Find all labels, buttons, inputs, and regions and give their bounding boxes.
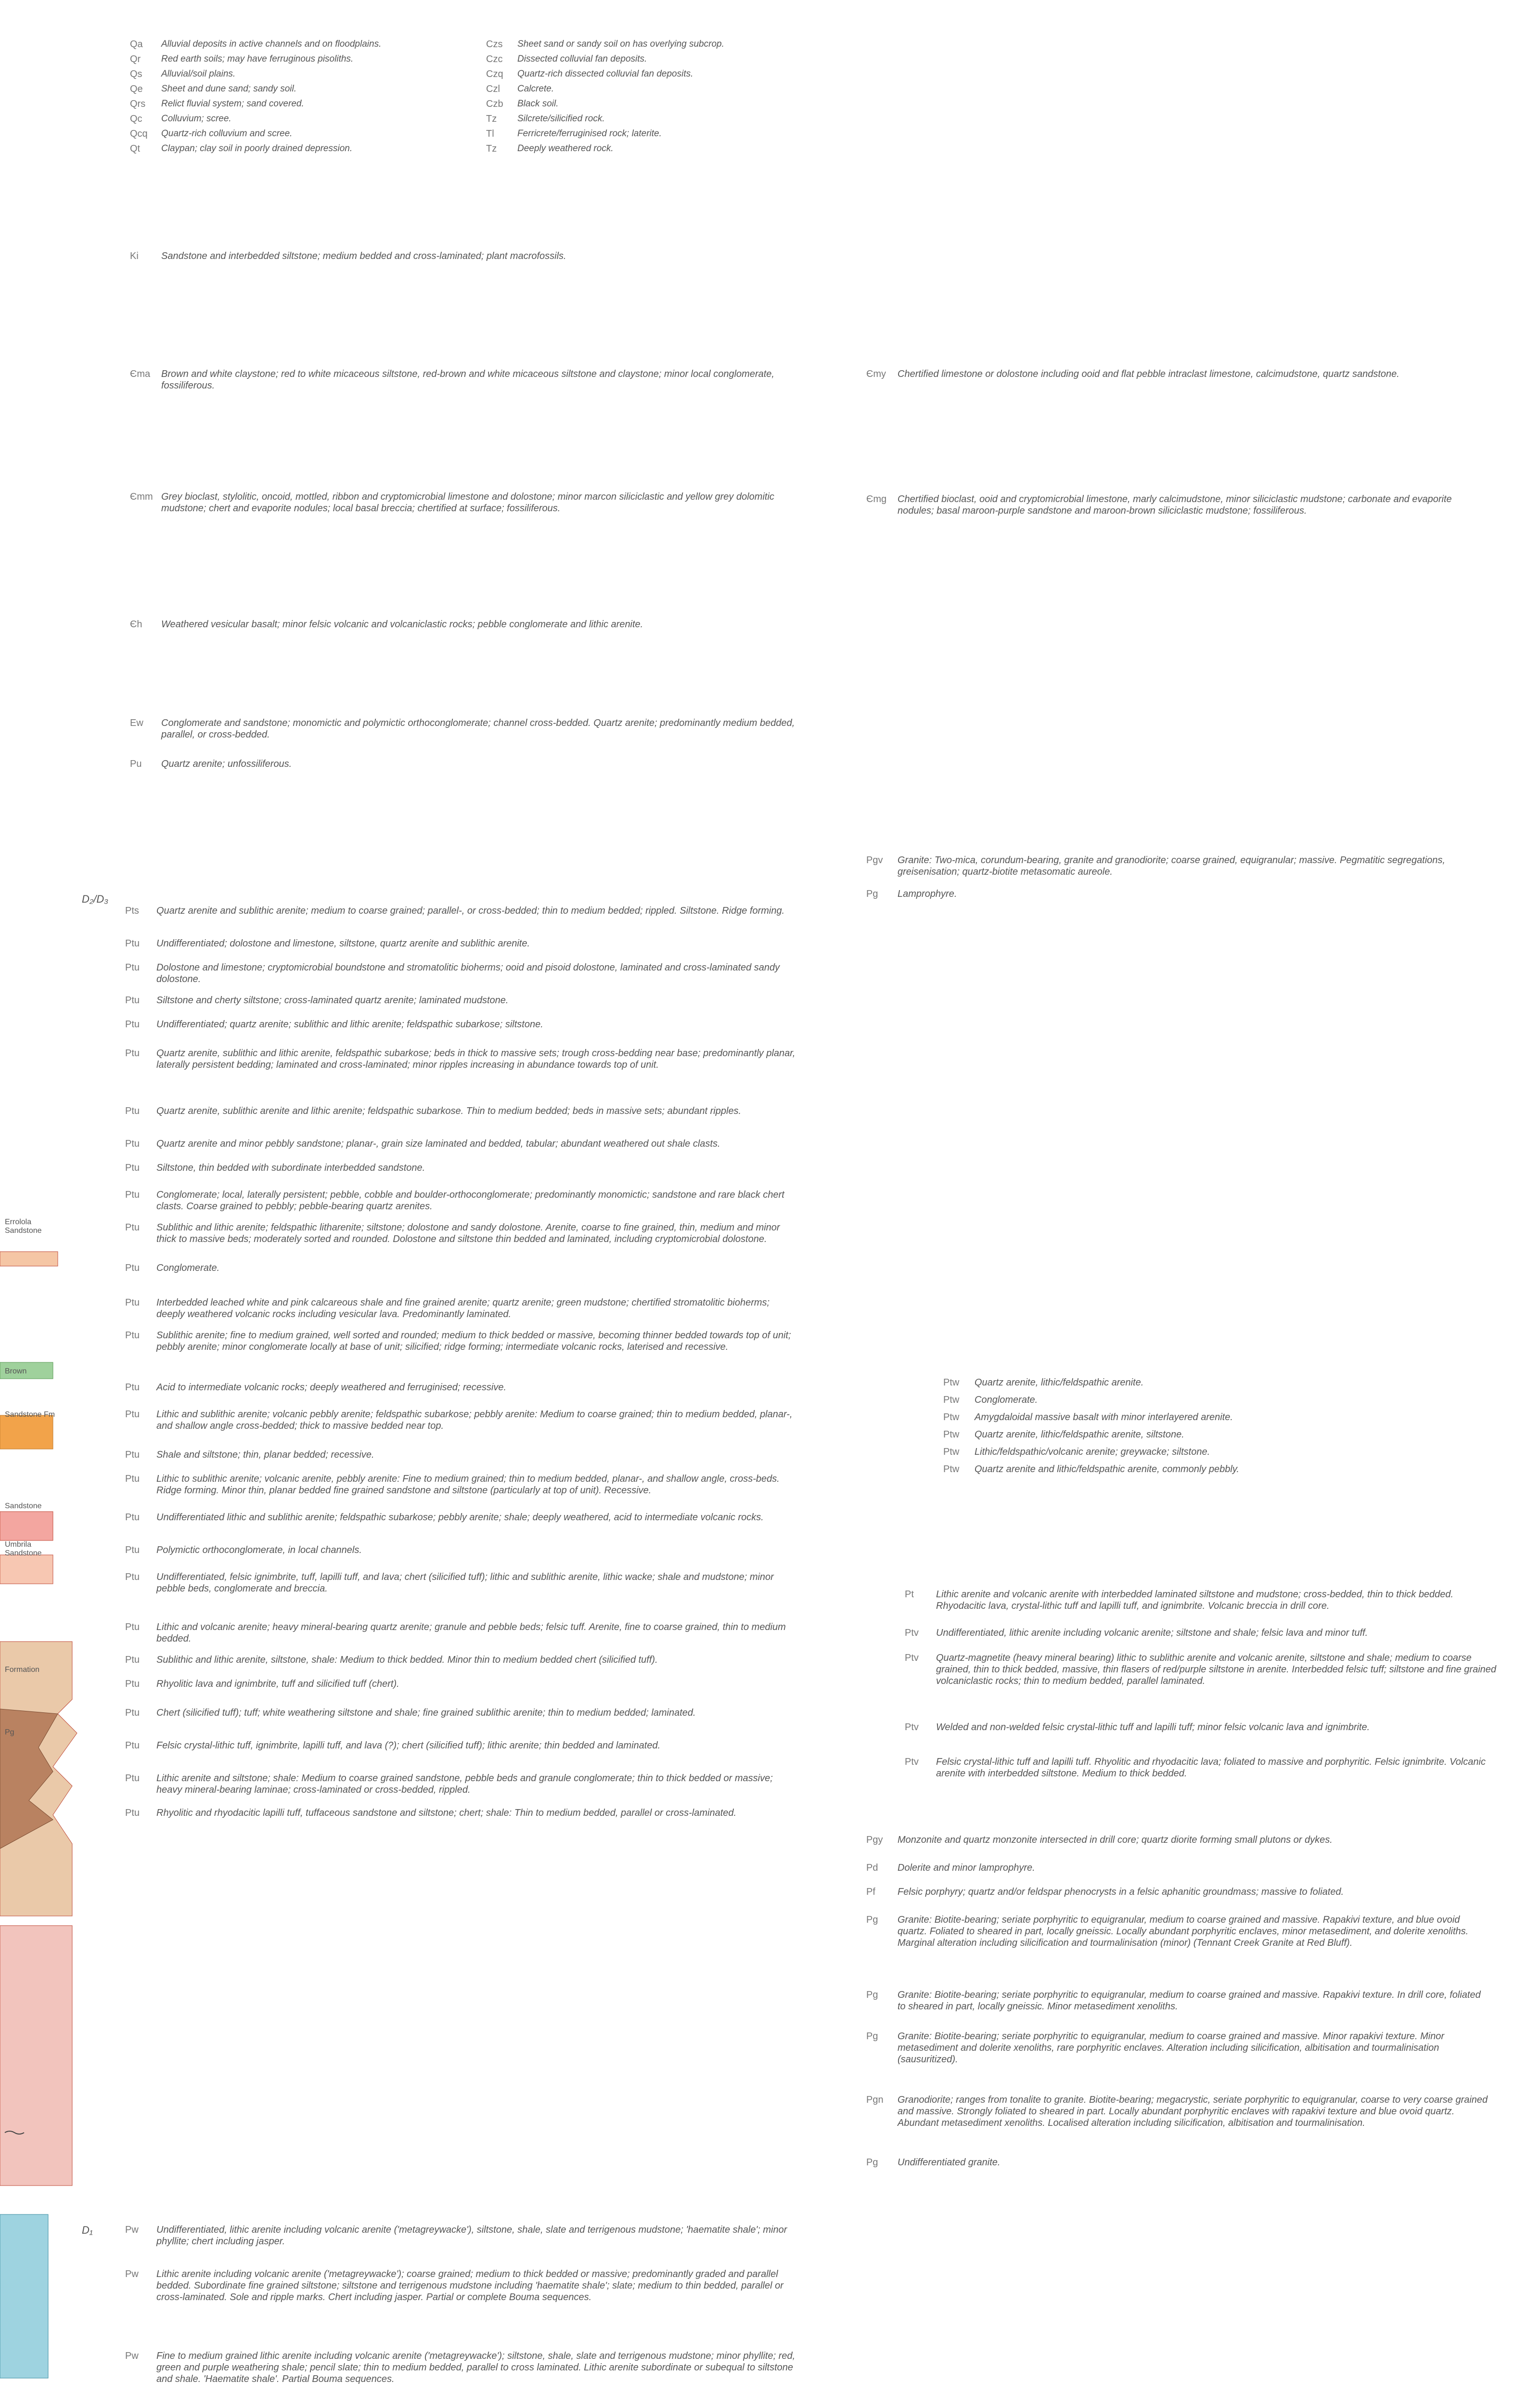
unit-code: Czq [486, 69, 503, 79]
quaternary-right [486, 39, 823, 183]
unit-code: Ptw [943, 1447, 960, 1457]
unit-code: Pg [866, 1915, 878, 1925]
unit-code: Ptu [125, 1474, 140, 1484]
unit-code: Ew [130, 718, 143, 728]
unit-description: Monzonite and quartz monzonite intersected in drill core; quartz diorite forming small plutons or dykes. [898, 1835, 1333, 1845]
unit-code: Pg [866, 2157, 878, 2168]
unit-code: Ptu [125, 962, 140, 973]
unit-code: Ptv [905, 1628, 919, 1638]
strip-labels [0, 1208, 87, 1736]
unit-code: Ptv [905, 1653, 919, 1663]
unit-code: Ptu [125, 1222, 140, 1233]
unit-code: Єh [130, 619, 142, 630]
unit-description: Granite: Two-mica, corundum-bearing, granite and granodiorite; coarse grained, equigranular; massive. Pegmatitic segregations, greisenisation; quartz-biotite metasomatic aureole. [898, 855, 1445, 877]
proterozoic-units [125, 905, 919, 1993]
unit-description: Sheet and dune sand; sandy soil. [161, 84, 296, 94]
unit-description: Felsic crystal-lithic tuff and lapilli tuff. Rhyolitic and rhyodacitic lava; foliated to massive and porphyritic. Felsic ignimbrite. Volcanic arenite with interbedded siltstone. Medium to thick bedded. [936, 1757, 1486, 1779]
unit-code: Tz [486, 114, 497, 124]
unit-description: Ferricrete/ferruginised rock; laterite. [517, 129, 662, 139]
unit-description: Undifferentiated; quartz arenite; sublithic and lithic arenite; feldspathic subarkose; siltstone. [156, 1019, 543, 1030]
unit-description: Lithic arenite including volcanic arenite ('metagreywacke'); coarse grained; medium to thick bedded or massive; predominantly graded and parallel bedded. Subordinate fine grained siltstone; siltstone and terrigenous mudstone including 'haematite shale'; slate; medium to thin bedded, parallel or cross-laminated. Sole and ripple marks. Chert including jasper. Partial or complete Bouma sequences. [156, 2269, 783, 2303]
unit-code: Ptv [905, 1722, 919, 1733]
unit-description: Chertified limestone or dolostone including ooid and flat pebble intraclast limestone, calcimudstone, quartz sandstone. [898, 369, 1399, 379]
unit-code: Pg [866, 1990, 878, 2000]
unit-code: Ptu [125, 1572, 140, 1582]
unit-code: Ptu [125, 1297, 140, 1308]
unit-description: Claypan; clay soil in poorly drained depression. [161, 143, 353, 154]
unit-description: Granodiorite; ranges from tonalite to granite. Biotite-bearing; megacrystic, seriate porphyritic to equigranular, coarse to very coarse grained and massive. Strongly foliated to sheared in part. Locally abundant porphyritic enclaves with rapakivi texture and blue ovoid quartz. Abundant metasediment xenoliths. Localised alteration including silicification, albitisation and tourmalinisation. [898, 2095, 1488, 2128]
unit-description: Lithic arenite and siltstone; shale: Medium to coarse grained sandstone, pebble beds and granule conglomerate; thin to thick bedded or massive; heavy mineral-bearing laminae; cross-laminated or cross-bedded, rippled. [156, 1773, 773, 1795]
unit-code: Ptu [125, 938, 140, 949]
unit-description: Undifferentiated; dolostone and limestone, siltstone, quartz arenite and sublithic arenite. [156, 938, 530, 949]
unit-description: Quartz arenite and lithic/feldspathic arenite, commonly pebbly. [975, 1464, 1239, 1475]
unit-code: Tl [486, 129, 494, 139]
unit-code: Ptv [905, 1757, 919, 1767]
unit-description: Lithic and sublithic arenite; volcanic pebbly arenite; feldspathic subarkose; pebbly arenite: Medium to coarse grained; thin to medium bedded, planar-, and shallow angle cross-bedded; thick to massive bedded near top. [156, 1409, 793, 1431]
unit-code: Єmy [866, 369, 886, 379]
unit-description: Rhyolitic lava and ignimbrite, tuff and silicified tuff (chert). [156, 1679, 399, 1689]
unit-description: Conglomerate and sandstone; monomictic and polymictic orthoconglomerate; channel cross-bedded. Quartz arenite; predominantly medium bedded, parallel, or cross-bedded. [161, 718, 795, 740]
unit-code: Ki [130, 251, 139, 261]
unit-description: Acid to intermediate volcanic rocks; deeply weathered and ferruginised; recessive. [156, 1382, 507, 1393]
unit-description: Quartz arenite, sublithic arenite and lithic arenite; feldspathic subarkose. Thin to medium bedded; beds in massive sets; abundant ripples. [156, 1106, 742, 1116]
unit-code: Ptw [943, 1412, 960, 1423]
unit-description: Quartz-rich dissected colluvial fan deposits. [517, 69, 693, 79]
unit-code: Ptw [943, 1429, 960, 1440]
unit-description: Undifferentiated, lithic arenite including volcanic arenite; siltstone and shale; felsic lava and minor tuff. [936, 1628, 1368, 1638]
unit-description: Relict fluvial system; sand covered. [161, 99, 304, 109]
unit-description: Grey bioclast, stylolitic, oncoid, mottled, ribbon and cryptomicrobial limestone and dolostone; minor marcon siliciclastic and yellow grey dolomitic mudstone; chert and evaporite nodules; local basal breccia; chertified at surface; fossiliferous. [161, 492, 774, 514]
unit-code: Ptu [125, 1708, 140, 1718]
unit-code: Pg [866, 2031, 878, 2042]
unit-code: Ptu [125, 1382, 140, 1393]
unit-description: Granite: Biotite-bearing; seriate porphyritic to equigranular, medium to coarse grained and massive. Rapakivi texture. In drill core, foliated to sheared in part, locally gneissic. Minor metasediment xenoliths. [898, 1990, 1481, 2012]
unit-code: Pgy [866, 1835, 883, 1845]
unit-code: Ptw [943, 1464, 960, 1475]
unit-description: Undifferentiated granite. [898, 2157, 1001, 2168]
strip-label: Umbrila Sandstone [5, 1540, 42, 1557]
unit-description: Alluvial deposits in active channels and on floodplains. [161, 39, 382, 49]
unit-code: Єmg [866, 494, 887, 505]
unit-code: Ptu [125, 1808, 140, 1818]
unit-description: Silcrete/silicified rock. [517, 114, 605, 124]
unit-description: Conglomerate; local, laterally persistent; pebble, cobble and boulder-orthoconglomerate; predominantly monomictic; sandstone and rare black chert clasts. Coarse grained to pebbly; pebble-bearing quartz arenites. [156, 1190, 784, 1212]
unit-code: Ptu [125, 1163, 140, 1173]
unit-code: Qs [130, 69, 142, 79]
unit-code: Tz [486, 143, 497, 154]
unit-code: Ptu [125, 1106, 140, 1116]
unit-code: Ptu [125, 1139, 140, 1149]
unit-code: Ptu [125, 1330, 140, 1341]
unit-description: Chertified bioclast, ooid and cryptomicrobial limestone, marly calcimudstone, minor siliciclastic mudstone; carbonate and evaporite nodules; basal maroon-purple sandstone and maroon-brown siliciclastic mudstone; fossiliferous. [898, 494, 1452, 516]
unit-code: Ptw [943, 1395, 960, 1405]
strip-label: Pg [5, 1728, 14, 1736]
quaternary-left [130, 39, 476, 183]
unit-description: Conglomerate. [975, 1395, 1038, 1405]
unit-description: Polymictic orthoconglomerate, in local channels. [156, 1545, 362, 1555]
unit-description: Sandstone and interbedded siltstone; medium bedded and cross-laminated; plant macrofossils. [161, 251, 566, 261]
unit-description: Alluvial/soil plains. [161, 69, 236, 79]
unit-code: Pt [905, 1589, 914, 1600]
unit-code: Qa [130, 39, 143, 50]
unit-code: Pw [125, 2351, 139, 2361]
unit-code: Ptu [125, 1048, 140, 1059]
unit-description: Quartz arenite, lithic/feldspathic arenite, siltstone. [975, 1429, 1184, 1440]
unit-description: Quartz arenite, sublithic and lithic arenite, feldspathic subarkose; beds in thick to massive sets; trough cross-bedding near base; predominantly planar, laterally persistent bedding; laminated and cross-laminated; minor ripples increasing in abundance towards top of unit. [156, 1048, 796, 1070]
volcanic-right [943, 1377, 1521, 1502]
unit-code: Czc [486, 54, 503, 65]
unit-description: Lithic/feldspathic/volcanic arenite; greywacke; siltstone. [975, 1447, 1210, 1457]
unit-description: Quartz-rich colluvium and scree. [161, 129, 293, 139]
unit-code: Ptu [125, 1019, 140, 1030]
unit-description: Granite: Biotite-bearing; seriate porphyritic to equigranular, medium to coarse grained and massive. Rapakivi texture, and blue ovoid quartz. Foliated to sheared in part, locally gneissic. Locally abundant porphyritic enclaves, minor metasediment, and dolerite xenoliths. Marginal alteration including silicification and tourmalinisation (minor) (Tennant Creek Granite at Red Bluff). [898, 1915, 1469, 1948]
unit-description: Rhyolitic and rhyodacitic lapilli tuff, tuffaceous sandstone and siltstone; chert; shale: Thin to medium bedded, parallel or cross-laminated. [156, 1808, 737, 1818]
unit-code: Czl [486, 84, 500, 94]
unit-code: Pts [125, 906, 139, 916]
unit-code: Єma [130, 369, 151, 379]
unit-description: Welded and non-welded felsic crystal-lithic tuff and lapilli tuff; minor felsic volcanic lava and ignimbrite. [936, 1722, 1370, 1733]
unit-description: Colluvium; scree. [161, 114, 231, 124]
unit-code: Ptu [125, 1449, 140, 1460]
unit-description: Deeply weathered rock. [517, 143, 614, 154]
unit-description: Dolerite and minor lamprophyre. [898, 1863, 1035, 1873]
unit-code: Pw [125, 2269, 139, 2279]
unit-description: Sheet sand or sandy soil on has overlying subcrop. [517, 39, 724, 49]
unit-description: Lithic to sublithic arenite; volcanic arenite, pebbly arenite: Fine to medium grained; thin to medium bedded, planar-, and shallow angle, cross-beds. Ridge forming. Minor thin, planar bedded fine grained sandstone and siltstone (particularly at top of unit). Recessive. [156, 1474, 780, 1496]
unit-code: Ptu [125, 1512, 140, 1523]
unit-description: Sublithic and lithic arenite, siltstone, shale: Medium to thick bedded. Minor thin to medium bedded chert (silicified tuff). [156, 1655, 658, 1665]
intrusives [866, 1834, 1516, 2219]
unit-code: Pgn [866, 2095, 884, 2105]
unit-code: Ptu [125, 1655, 140, 1665]
strip-label: Sandstone Fm [5, 1411, 55, 1419]
unit-description: Quartz arenite; unfossiliferous. [161, 759, 292, 769]
unit-code: Ptu [125, 1409, 140, 1420]
unit-description: Granite: Biotite-bearing; seriate porphyritic to equigranular, medium to coarse grained and massive. Minor rapakivi texture. Minor metasediment and dolerite xenoliths, rare porphyritic enclaves. Alteration including silicification, albitisation and tourmalinisation (sausuritized). [898, 2031, 1445, 2065]
unit-code: Ptu [125, 1622, 140, 1632]
units-right-top [866, 368, 1516, 542]
unit-code: Ptu [125, 1190, 140, 1200]
column-label-d1: D₁ [82, 2224, 93, 2236]
unit-description: Black soil. [517, 99, 559, 109]
unit-description: Shale and siltstone; thin, planar bedded; recessive. [156, 1449, 374, 1460]
unit-description: Lamprophyre. [898, 889, 957, 899]
unit-description: Lithic and volcanic arenite; heavy mineral-bearing quartz arenite; granule and pebble beds; felsic tuff. Arenite, fine to coarse grained, thin to medium bedded. [156, 1622, 786, 1644]
unit-description: Felsic porphyry; quartz and/or feldspar phenocrysts in a felsic aphanitic groundmass; massive to foliated. [898, 1887, 1344, 1897]
unit-code: Ptw [943, 1377, 960, 1388]
unit-description: Undifferentiated lithic and sublithic arenite; feldspathic subarkose; pebbly arenite; shale; deeply weathered, acid to intermediate volcanic rocks. [156, 1512, 764, 1523]
unit-description: Sublithic and lithic arenite; feldspathic litharenite; siltstone; dolostone and sandy dolostone. Arenite, coarse to fine grained, thin, medium and minor thick to massive beds; moderately sorted and rounded. Dolostone and siltstone thin bedded and laminated, including cryptomicrobial dolostone. [156, 1222, 780, 1244]
unit-description: Interbedded leached white and pink calcareous shale and fine grained arenite; quartz arenite; green mudstone; chertified stromatolitic bioherms; deeply weathered volcanic rocks including vesicular lava. Predominantly laminated. [156, 1297, 770, 1320]
unit-description: Quartz arenite, lithic/feldspathic arenite. [975, 1377, 1144, 1388]
unit-code: Pg [866, 889, 878, 899]
unit-code: Ptu [125, 1679, 140, 1689]
strip-label: Formation [5, 1666, 40, 1674]
unit-code: Ptu [125, 1773, 140, 1784]
unit-description: Quartz-magnetite (heavy mineral bearing) lithic to sublithic arenite and volcanic arenite, siltstone and shale; medium to coarse grained, thin to thick bedded, massive, thin flasers of red/purple siltstone in arenite. Interbedded felsic tuff; siltstone and fine grained volcaniclastic rocks; thin to medium bedded, parallel laminated. [936, 1653, 1497, 1686]
unit-code: Czb [486, 99, 503, 109]
unit-code: Pu [130, 759, 142, 769]
column-label-d2d3: D₂/D₃ [82, 893, 108, 905]
unit-code: Pd [866, 1863, 878, 1873]
strip-label: Errolola Sandstone [5, 1218, 42, 1235]
unit-code: Czs [486, 39, 503, 50]
unit-code: Pgv [866, 855, 883, 866]
unit-code: Qcq [130, 129, 148, 139]
unit-description: Undifferentiated, lithic arenite including volcanic arenite ('metagreywacke'), siltstone, shale, slate and terrigenous mudstone; 'haematite shale'; minor phyllite; chert including jasper. [156, 2225, 787, 2247]
unit-description: Calcrete. [517, 84, 554, 94]
unit-description: Weathered vesicular basalt; minor felsic volcanic and volcaniclastic rocks; pebble conglomerate and lithic arenite. [161, 619, 643, 630]
unit-code: Pw [125, 2225, 139, 2235]
unit-description: Siltstone, thin bedded with subordinate interbedded sandstone. [156, 1163, 425, 1173]
unit-description: Amygdaloidal massive basalt with minor interlayered arenite. [975, 1412, 1233, 1423]
unit-description: Quartz arenite and sublithic arenite; medium to coarse grained; parallel-, or cross-bedded; thin to medium bedded; rippled. Siltstone. Ridge forming. [156, 906, 785, 916]
unit-code: Qc [130, 114, 142, 124]
unit-code: Pf [866, 1887, 875, 1897]
unit-code: Ptu [125, 1740, 140, 1751]
unit-description: Conglomerate. [156, 1263, 220, 1273]
unit-description: Siltstone and cherty siltstone; cross-laminated quartz arenite; laminated mudstone. [156, 995, 509, 1006]
strip-label: Sandstone [5, 1502, 42, 1510]
unit-description: Red earth soils; may have ferruginous pisoliths. [161, 54, 354, 64]
unit-description: Lithic arenite and volcanic arenite with interbedded laminated siltstone and mudstone; cross-bedded, thin to thick bedded. Rhyodacitic lava, crystal-lithic tuff and lapilli tuff, and ignimbrite. Volcanic breccia in drill core. [936, 1589, 1454, 1611]
granite-top [866, 854, 1516, 912]
unit-description: Felsic crystal-lithic tuff, ignimbrite, lapilli tuff, and lava (?); chert (silicified tuff); lithic arenite; thin bedded and laminated. [156, 1740, 661, 1751]
unit-code: Ptu [125, 1263, 140, 1273]
unit-description: Dolostone and limestone; cryptomicrobial boundstone and stromatolitic bioherms; ooid and pisoid dolostone, laminated and cross-laminated sandy dolostone. [156, 962, 780, 984]
strip-label: Brown [5, 1367, 27, 1375]
unit-description: Chert (silicified tuff); tuff; white weathering siltstone and shale; fine grained sublithic arenite; thin to medium bedded; laminated. [156, 1708, 696, 1718]
unit-code: Qt [130, 143, 141, 154]
unit-code: Qe [130, 84, 143, 94]
unit-description: Dissected colluvial fan deposits. [517, 54, 647, 64]
unit-code: Qrs [130, 99, 146, 109]
unit-description: Fine to medium grained lithic arenite including volcanic arenite ('metagreywacke'); siltstone, shale, slate and terrigenous mudstone; minor phyllite; red, green and purple weathering shale; pencil slate; thin to medium bedded, parallel to cross laminated. Lithic arenite subordinate or subequal to siltstone and shale. 'Haematite shale'. Partial Bouma sequences. [156, 2351, 796, 2384]
unit-code: Ptu [125, 995, 140, 1006]
unit-description: Undifferentiated, felsic ignimbrite, tuff, lapilli tuff, and lava; chert (silicified tuff); lithic and sublithic arenite, lithic wacke; shale and mudstone; minor pebble beds, conglomerate and breccia. [156, 1572, 774, 1594]
volcanic-right2 [905, 1589, 1521, 1820]
units-left [130, 250, 828, 804]
unit-code: Ptu [125, 1545, 140, 1555]
bottom-left-units [125, 2224, 919, 2407]
unit-description: Sublithic arenite; fine to medium grained, well sorted and rounded; medium to thick bedded or massive, becoming thinner bedded towards top of unit; pebbly arenite; minor conglomerate locally at base of unit; silicified; ridge forming; intermediate volcanic rocks, laterised and recessive. [156, 1330, 791, 1352]
unit-description: Brown and white claystone; red to white micaceous siltstone, red-brown and white micaceous siltstone and claystone; minor local conglomerate, fossiliferous. [161, 369, 774, 391]
unit-description: Quartz arenite and minor pebbly sandstone; planar-, grain size laminated and bedded, tabular; abundant weathered out shale clasts. [156, 1139, 720, 1149]
unit-code: Qr [130, 54, 141, 65]
unit-code: Єmm [130, 492, 153, 502]
